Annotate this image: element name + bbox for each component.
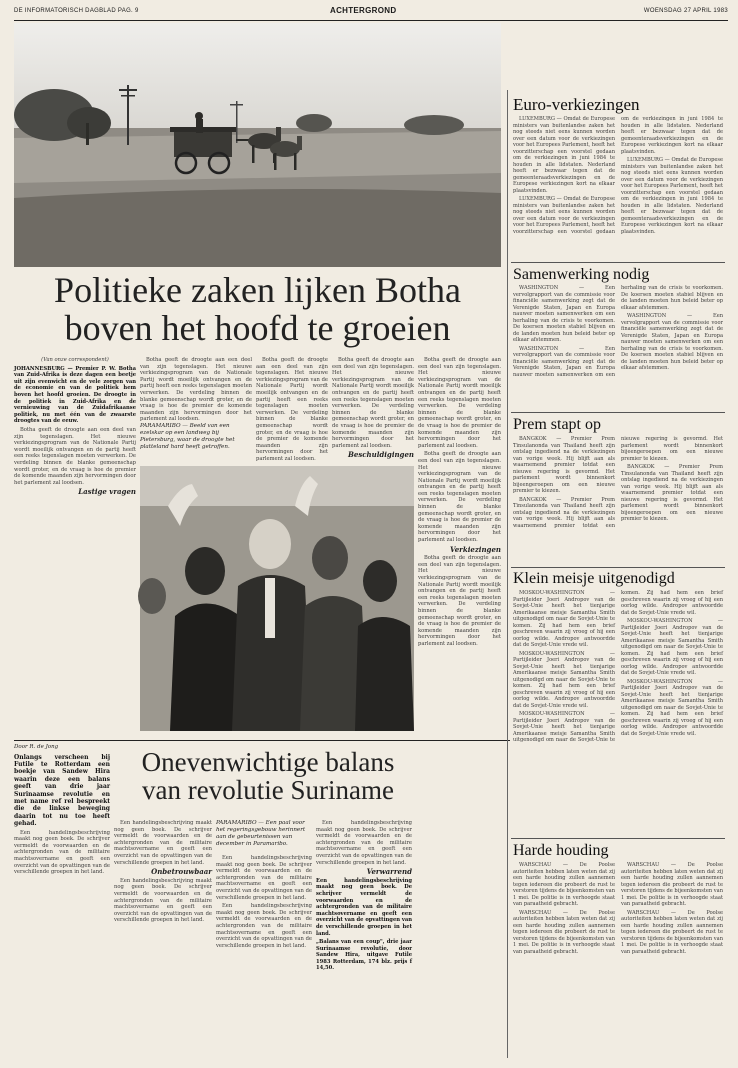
samenwerking-rule — [511, 412, 725, 413]
samen-para-1: WASHINGTON — Een vervolgrapport van de commissie voor financiële samenwerking zegt dat de Verenigde Staten, Japan en Europa nauwer moeten samenwerken om een herhaling van de crisis te voorkomen. De koersen moeten stabiel blijven en de landen moeten hun beleid beter op elkaar afstemmen. — [513, 285, 615, 343]
section-title: ACHTERGROND — [330, 6, 397, 15]
klein-meisje-title: Klein meisje uitgenodigd — [513, 570, 675, 587]
header-date: WOENSDAG 27 APRIL 1983 — [643, 8, 728, 14]
harde-para-2: WARSCHAU — De Poolse autoriteiten hebben laten weten dat zij een harde houding zullen aannemen tegen iedereen die probeert de rust te verstoren tijdens de bijeenkomsten van 1 mei. De politie is in verhoogde staat van paraatheid gebracht. — [513, 909, 615, 955]
main-body: Botha geeft de droogte aan een deel van zijn tegenslagen. Het nieuwe verkiezingsprogram van de Nationale Partij wordt moeilijk ontvangen en de partij heeft een reeks tegenslagen moeten verwerken. De verdeling binnen de blanke gemeenschap wordt groter, en de vraag is hoe de premier de komende maanden zijn hervormingen door het parlement zal loodsen. — [14, 426, 136, 486]
headline-line-1: Politieke zaken lijken Botha — [54, 270, 461, 310]
prem-para-3: BANGKOK — Premier Prem Tinsulanonda van Thailand heeft zijn ontslag ingediend na de verkiezingen van vorige week. Hij blijft aan als waarnemend premier totdat een nieuwe regering is gevormd. Het parlement wordt binnenkort bijeengeroepen om een nieuwe premier te kiezen. — [621, 464, 723, 522]
suriname-body-4: Een handelingsbeschrijving maakt nog geen boek. De schrijver vermeldt de voorwaarden en de achtergronden van de militaire machtsovername en geeft een overzicht van de opvattingen van de verschillende groepen in het land. — [216, 855, 312, 901]
main-column-3 — [256, 357, 328, 462]
suriname-headline-line-2: van revolutie Suriname — [142, 775, 394, 806]
harde-houding-text — [513, 862, 723, 1042]
suriname-body-5: Een handelingsbeschrijving maakt nog geen boek. De schrijver vermeldt de voorwaarden en de achtergronden van de militaire machtsovername en geeft een overzicht van de opvattingen van de verschillende groepen in het land. — [216, 903, 312, 949]
prem-rule — [511, 567, 725, 568]
klein-para-3: MOSKOU-WASHINGTON — Partijleider Joeri Andropov van de Sovjet-Unie heeft het tienjarige Amerikaanse meisje Samantha Smith uitgenodigd om naar de Sovjet-Unie te komen. Zij had hem een brief geschreven waarin zij vroeg of hij een oorlog wilde. Andropov antwoordde dat de Sovjet-Unie vrede wil. — [513, 590, 723, 743]
klein-para-2: MOSKOU-WASHINGTON — Partijleider Joeri Andropov van de Sovjet-Unie heeft het tienjarige Amerikaanse meisje Samantha Smith uitgenodigd om naar de Sovjet-Unie te komen. Zij had hem een brief geschreven waarin zij vroeg of hij een oorlog wilde. Andropov antwoordde dat de Sovjet-Unie vrede wil. — [513, 650, 615, 709]
main-body-4: Botha geeft de droogte aan een deel van zijn tegenslagen. Het nieuwe verkiezingsprogram van de Nationale Partij wordt moeilijk ontvangen en de partij heeft een reeks tegenslagen moeten verwerken. De verdeling binnen de blanke gemeenschap wordt groter, en de vraag is hoe de premier de komende maanden zijn hervormingen door het parlement zal loodsen. — [332, 357, 414, 449]
suriname-body-2: Een handelingsbeschrijving maakt nog geen boek. De schrijver vermeldt de voorwaarden en de achtergronden van de militaire machtsovername en geeft een overzicht van de opvattingen van de verschillende groepen in het land. — [114, 820, 212, 866]
suriname-headline-line-1: Onevenwichtige balans — [141, 747, 395, 777]
main-body-7: Botha geeft de droogte aan een deel van zijn tegenslagen. Het nieuwe verkiezingsprogram van de Nationale Partij wordt moeilijk ontvangen en de partij heeft een reeks tegenslagen moeten verwerken. De verdeling binnen de blanke gemeenschap wordt groter, en de vraag is hoe de premier de komende maanden zijn hervormingen door het parlement zal loodsen. — [418, 555, 501, 647]
right-column-divider — [507, 90, 508, 1058]
main-body-6: Botha geeft de droogte aan een deel van zijn tegenslagen. Het nieuwe verkiezingsprogram van de Nationale Partij wordt moeilijk ontvangen en de partij heeft een reeks tegenslagen moeten verwerken. De verdeling binnen de blanke gemeenschap wordt groter, en de vraag is hoe de premier de komende maanden zijn hervormingen door het parlement zal loodsen. — [418, 451, 501, 544]
samen-para-2: WASHINGTON — Een vervolgrapport van de commissie voor financiële samenwerking zegt dat de Verenigde Staten, Japan en Europa nauwer moeten samenwerken om een herhaling van de crisis te voorkomen. De koersen moeten stabiel blijven en de landen moeten hun beleid beter op elkaar afstemmen. — [513, 285, 723, 378]
suriname-lead: Onlangs verscheen bij Futile te Rotterdam een boekje van Sandew Hira waarin deze een balans geeft van drie jaar Surinaamse revolutie en met name ref rel bespreekt die de linkse beweging daarin tot nu toe heeft gehad. — [14, 753, 110, 828]
donkey-cart-photo — [14, 23, 501, 267]
prem-title: Prem stapt op — [513, 416, 601, 433]
samen-para-3: WASHINGTON — Een vervolgrapport van de commissie voor financiële samenwerking zegt dat de Verenigde Staten, Japan en Europa nauwer moeten samenwerken om een herhaling van de crisis te voorkomen. De koersen moeten stabiel blijven en de landen moeten hun beleid beter op elkaar afstemmen. — [621, 313, 723, 371]
suriname-body: Een handelingsbeschrijving maakt nog geen boek. De schrijver vermeldt de voorwaarden en de achtergronden van de militaire machtsovername en geeft een overzicht van de opvattingen van de verschillende groepen in het land. — [14, 829, 110, 876]
euro-text — [513, 116, 723, 254]
subhead-verkiezingen: Verkiezingen — [449, 544, 501, 554]
klein-rule — [511, 838, 725, 839]
harde-para-3: WARSCHAU — De Poolse autoriteiten hebben laten weten dat zij een harde houding zullen aannemen tegen iedereen die probeert de rust te verstoren tijdens de bijeenkomsten van 1 mei. De politie is in verhoogde staat van paraatheid gebracht. — [621, 862, 723, 907]
donkey-cart-illustration — [14, 23, 501, 267]
main-body-3: Botha geeft de droogte aan een deel van zijn tegenslagen. Het nieuwe verkiezingsprogram van de Nationale Partij wordt moeilijk ontvangen en de partij heeft een reeks tegenslagen moeten verwerken. De verdeling binnen de blanke gemeenschap wordt groter, en de vraag is hoe de premier de komende maanden zijn hervormingen door het parlement zal loodsen. — [256, 357, 328, 462]
suriname-body-7: Een handelingsbeschrijving maakt nog geen boek. De schrijver vermeldt de voorwaarden en de achtergronden van de militaire machtsovername en geeft een overzicht van de opvattingen van de verschillende groepen in het land. — [316, 877, 412, 937]
klein-para-4: MOSKOU-WASHINGTON — Partijleider Joeri Andropov van de Sovjet-Unie heeft het tienjarige Amerikaanse meisje Samantha Smith uitgenodigd om naar de Sovjet-Unie te komen. Zij had hem een brief geschreven waarin zij vroeg of hij een oorlog wilde. Andropov antwoordde dat de Sovjet-Unie vrede wil. — [621, 618, 723, 676]
main-body-2: Botha geeft de droogte aan een deel van zijn tegenslagen. Het nieuwe verkiezingsprogram van de Nationale Partij wordt moeilijk ontvangen en de partij heeft een reeks tegenslagen moeten verwerken. De verdeling binnen de blanke gemeenschap wordt groter, en de vraag is hoe de premier de komende maanden zijn hervormingen door het parlement zal loodsen. — [140, 357, 252, 423]
main-body-5: Botha geeft de droogte aan een deel van zijn tegenslagen. Het nieuwe verkiezingsprogram van de Nationale Partij wordt moeilijk ontvangen en de partij heeft een reeks tegenslagen moeten verwerken. De verdeling binnen de blanke gemeenschap wordt groter, en de vraag is hoe de premier de komende maanden zijn hervormingen door het parlement zal loodsen. — [418, 357, 501, 449]
header-left: DE INFORMATORISCH DAGBLAD PAG. 9 — [14, 8, 139, 14]
main-column-4 — [332, 357, 414, 462]
suriname-column-3 — [216, 855, 312, 1060]
header-rule — [14, 20, 728, 21]
prem-para-1: BANGKOK — Premier Prem Tinsulanonda van Thailand heeft zijn ontslag ingediend na de verkiezingen van vorige week. Hij blijft aan als waarnemend premier totdat een nieuwe regering is gevormd. Het parlement wordt binnenkort bijeengeroepen om een nieuwe premier te kiezen. — [513, 436, 615, 494]
euro-para-2: LUXEMBURG — Omdat de Europese ministers van buitenlandse zaken het nog steeds niet eens kunnen worden over een datum voor de verkiezingen voor het Europees Parlement, heeft het voorzitterschap een voorstel gedaan om de verkiezingen in juni 1984 te houden in alle lidstaten. Nederland heeft er bezwaar tegen dat de gemeenteraadsverkiezingen en de Europese verkiezingen kort na elkaar plaatsvinden. — [513, 116, 723, 235]
suriname-rule — [14, 740, 510, 741]
euro-title: Euro-verkiezingen — [513, 95, 640, 114]
suriname-headline — [112, 748, 424, 805]
suriname-byline: Door R. de Jong — [14, 744, 59, 750]
euro-rule — [511, 262, 725, 263]
samenwerking-text — [513, 285, 723, 405]
botha-crowd-illustration — [140, 466, 414, 731]
correspondent: (Van onze correspondent) — [41, 357, 109, 363]
harde-para-4: WARSCHAU — De Poolse autoriteiten hebben laten weten dat zij een harde houding zullen aannemen tegen iedereen die probeert de rust te verstoren tijdens de bijeenkomsten van 1 mei. De politie is in verhoogde staat van paraatheid gebracht. — [621, 909, 723, 955]
photo-caption: PARAMARIBO — Beeld van een ezelskar op een landweg bij Pietersburg, waar de droogte het platteland hard heeft getroffen. — [140, 423, 235, 450]
suriname-column-2 — [114, 820, 212, 1060]
prem-para-2: BANGKOK — Premier Prem Tinsulanonda van Thailand heeft zijn ontslag ingediend na de verkiezingen van vorige week. Hij blijft aan als waarnemend premier totdat een nieuwe regering is gevormd. Het parlement wordt binnenkort bijeengeroepen om een nieuwe premier te kiezen. — [513, 436, 723, 529]
euro-para-1: LUXEMBURG — Omdat de Europese ministers van buitenlandse zaken het nog steeds niet eens kunnen worden over een datum voor de verkiezingen voor het Europees Parlement, heeft het voorzitterschap een voorstel gedaan om de verkiezingen in juni 1984 te houden in alle lidstaten. Nederland heeft er bezwaar tegen dat de gemeenteraadsverkiezingen en de Europese verkiezingen kort na elkaar plaatsvinden. — [513, 116, 615, 194]
suriname-column-4 — [316, 820, 412, 1060]
main-column-1 — [14, 357, 136, 740]
subhead-verwarrend: Verwarrend — [366, 867, 412, 877]
headline-line-2: boven het hoofd te groeien — [64, 307, 451, 348]
harde-houding-title: Harde houding — [513, 842, 609, 859]
page-header — [14, 6, 728, 18]
euro-para-3: LUXEMBURG — Omdat de Europese ministers van buitenlandse zaken het nog steeds niet eens kunnen worden over een datum voor de verkiezingen voor het Europees Parlement, heeft het voorzitterschap een voorstel gedaan om de verkiezingen in juni 1984 te houden in alle lidstaten. Nederland heeft er bezwaar tegen dat de gemeenteraadsverkiezingen en de Europese verkiezingen kort na elkaar plaatsvinden. — [621, 157, 723, 235]
suriname-body-6: Een handelingsbeschrijving maakt nog geen boek. De schrijver vermeldt de voorwaarden en de achtergronden van de militaire machtsovername en geeft een overzicht van de opvattingen van de verschillende groepen in het land. — [316, 820, 412, 866]
subhead-beschuldigingen: Beschuldigingen — [347, 450, 414, 460]
suriname-caption: PARAMARIBO — Een paal voor het regeringsgebouw herinnert aan de gebeurtenissen van december in Paramaribo. — [216, 820, 306, 847]
harde-para-1: WARSCHAU — De Poolse autoriteiten hebben laten weten dat zij een harde houding zullen aannemen tegen iedereen die probeert de rust te verstoren tijdens de bijeenkomsten van 1 mei. De politie is in verhoogde staat van paraatheid gebracht. — [513, 862, 615, 907]
klein-para-1: MOSKOU-WASHINGTON — Partijleider Joeri Andropov van de Sovjet-Unie heeft het tienjarige Amerikaanse meisje Samantha Smith uitgenodigd om naar de Sovjet-Unie te komen. Zij had hem een brief geschreven waarin zij vroeg of hij een oorlog wilde. Andropov antwoordde dat de Sovjet-Unie vrede wil. — [513, 590, 615, 648]
samenwerking-title: Samenwerking nodig — [513, 266, 650, 283]
main-lead: JOHANNESBURG — Premier P. W. Botha van Zuid-Afrika is deze dagen een beetje uit zijn evenwicht en de vele zorgen van de economie en van de politiek hem boven het hoofd groeien. De droogte in de politiek in Zuid-Afrika en de vernieuwing van de Zuidafrikaanse politiek, nu met één van de zwaarste droogtes van de eeuw. — [14, 365, 136, 425]
botha-photo — [140, 466, 414, 731]
subhead-lastige-vragen: Lastige vragen — [78, 487, 136, 497]
klein-meisje-text — [513, 590, 723, 830]
prem-text — [513, 436, 723, 561]
subhead-onbetrouwbaar: Onbetrouwbaar — [151, 867, 212, 877]
main-headline — [14, 272, 501, 348]
klein-para-5: MOSKOU-WASHINGTON — Partijleider Joeri Andropov van de Sovjet-Unie heeft het tienjarige Amerikaanse meisje Samantha Smith uitgenodigd om naar de Sovjet-Unie te komen. Zij had hem een brief geschreven waarin zij vroeg of hij een oorlog wilde. Andropov antwoordde dat de Sovjet-Unie vrede wil. — [621, 678, 723, 737]
main-column-2 — [140, 357, 252, 423]
suriname-column-1 — [14, 744, 110, 1059]
book-info: „Balans van een coup", drie jaar Surinaamse revolutie, door Sandew Hira, uitgave Futile 1983 Rotterdam, 174 blz. prijs f 14,50. — [316, 939, 412, 972]
main-column-5 — [418, 357, 501, 732]
suriname-body-3: Een handelingsbeschrijving maakt nog geen boek. De schrijver vermeldt de voorwaarden en de achtergronden van de militaire machtsovername en geeft een overzicht van de opvattingen van de verschillende groepen in het land. — [114, 877, 212, 924]
